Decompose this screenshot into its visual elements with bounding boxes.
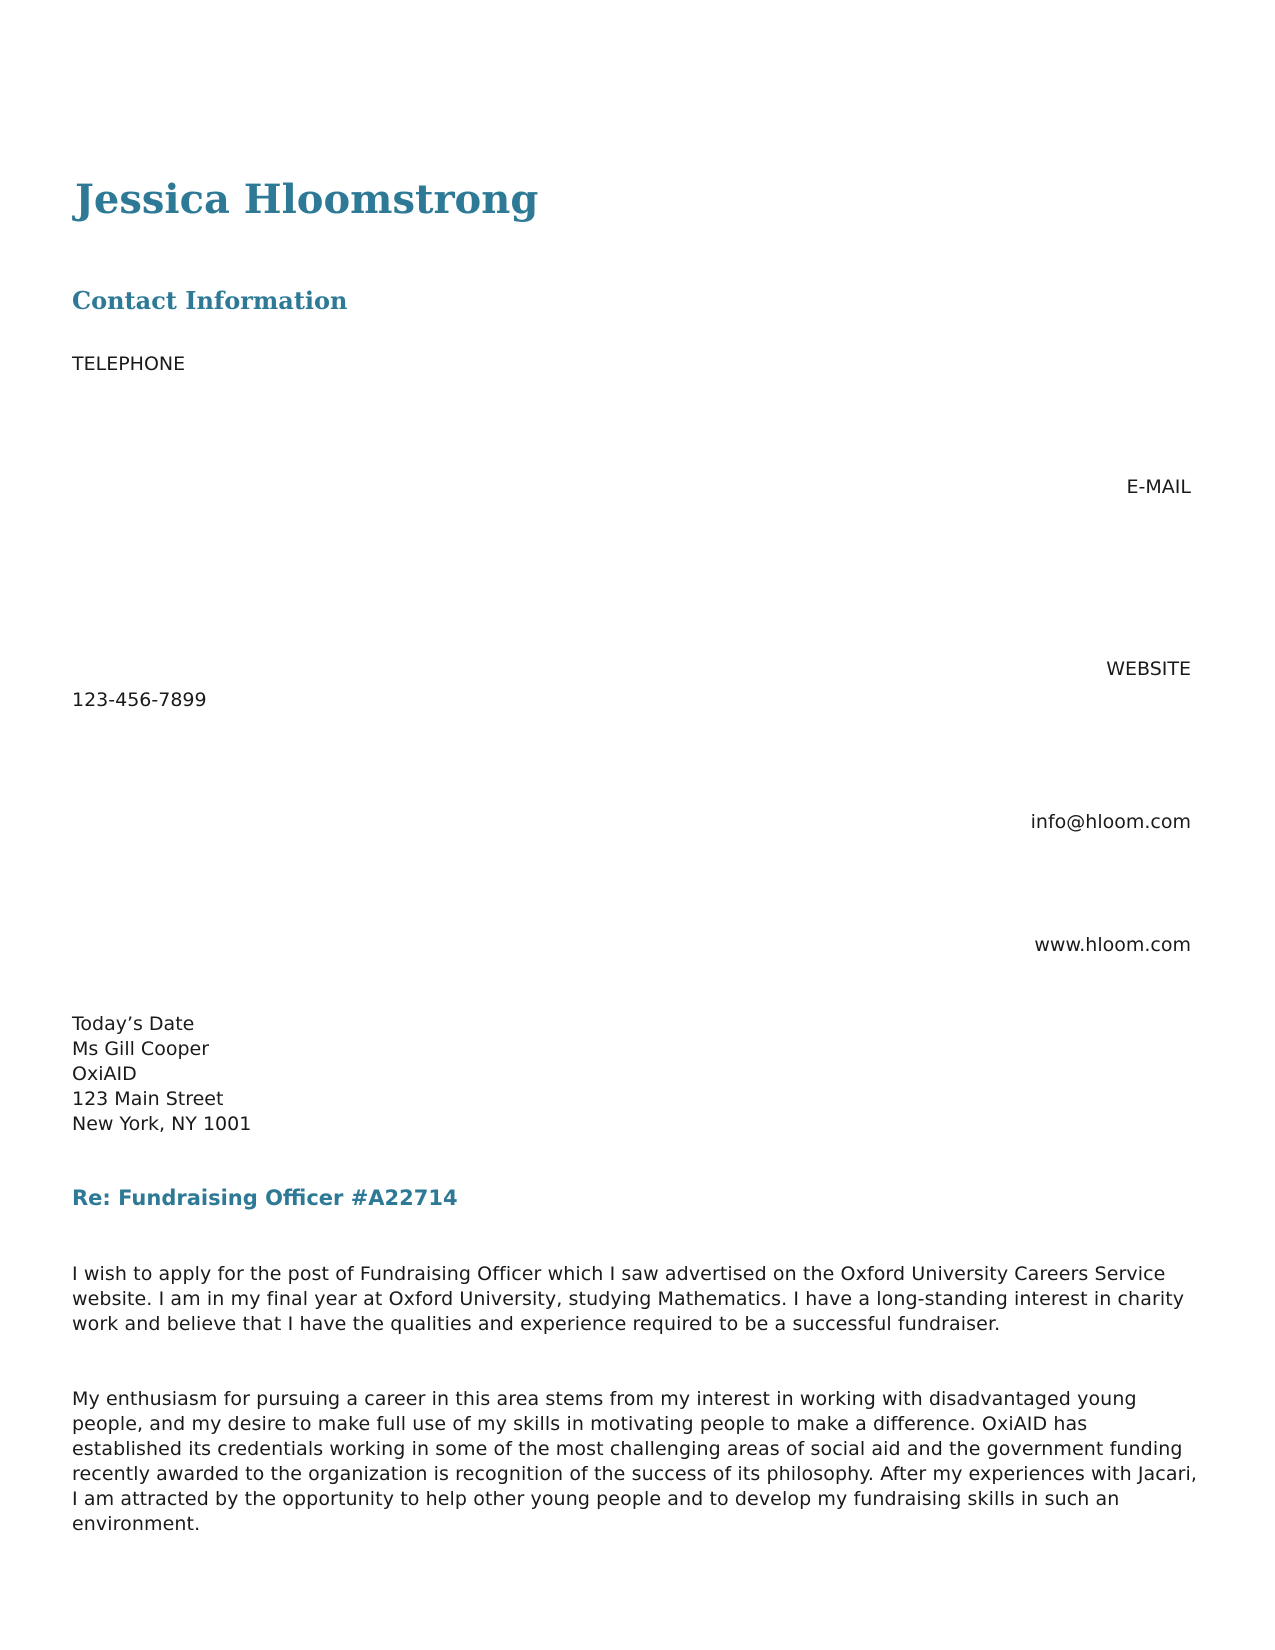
- recipient-address-block: [72, 1012, 251, 1137]
- contact-information-heading: Contact Information: [72, 286, 348, 315]
- letter-subject: Re: Fundraising Officer #A22714: [72, 1186, 458, 1210]
- applicant-name: Jessica Hloomstrong: [75, 176, 539, 223]
- telephone-label: TELEPHONE: [72, 353, 186, 375]
- website-label: WEBSITE: [1106, 658, 1191, 680]
- website-value: www.hloom.com: [1034, 934, 1191, 956]
- recipient-city: New York, NY 1001: [72, 1113, 252, 1135]
- email-value: info@hloom.com: [1030, 811, 1191, 833]
- recipient-street: 123 Main Street: [72, 1088, 224, 1110]
- email-label: E-MAIL: [1126, 476, 1191, 498]
- letter-paragraph-2: My enthusiasm for pursuing a career in this area stems from my interest in working with disadvantaged young people, and my desire to make full use of my skills in motivating people to make a difference. OxiAID has established its credentials working in some of the most challenging areas of social aid and the government funding recently awarded to the organization is recognition of the success of its philosophy. After my experiences with Jacari, I am attracted by the opportunity to help other young people and to develop my fundraising skills in such an environment.: [72, 1388, 1198, 1535]
- letter-date: Today’s Date: [72, 1013, 195, 1035]
- telephone-value: 123-456-7899: [72, 689, 207, 711]
- letter-paragraph-1: I wish to apply for the post of Fundraising Officer which I saw advertised on the Oxford University Careers Service website. I am in my final year at Oxford University, studying Mathematics. I have a long-standing interest in charity work and believe that I have the qualities and experience required to be a successful fundraiser.: [72, 1263, 1185, 1335]
- recipient-name: Ms Gill Cooper: [72, 1038, 210, 1060]
- recipient-company: OxiAID: [72, 1063, 137, 1085]
